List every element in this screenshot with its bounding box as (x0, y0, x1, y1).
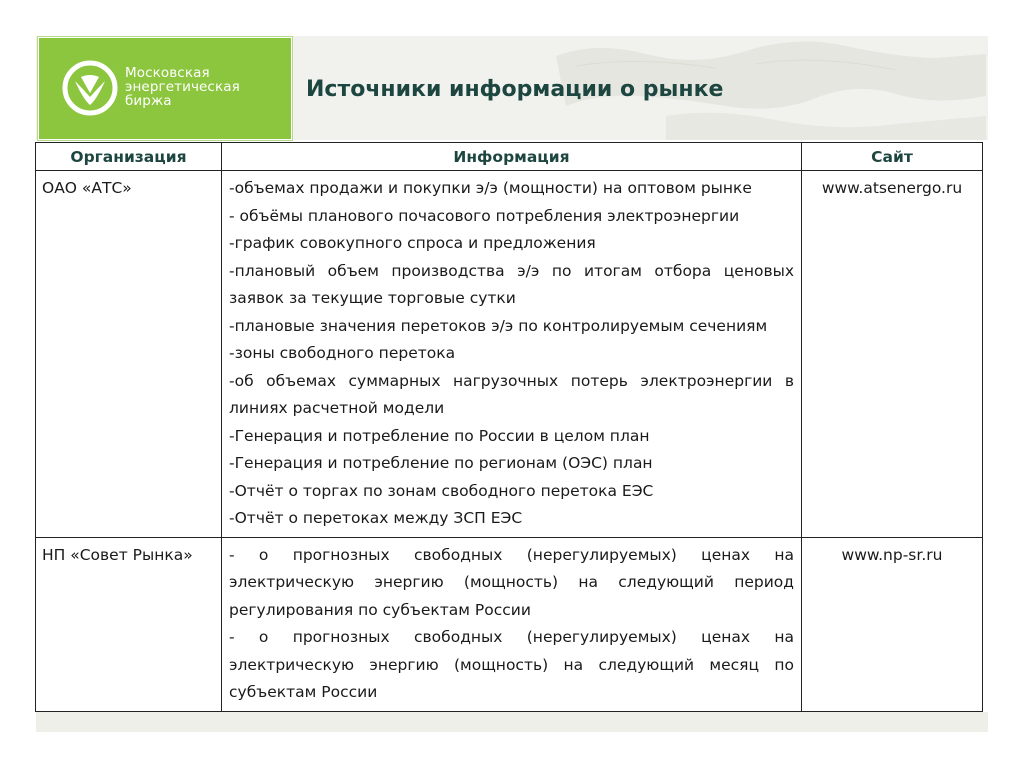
info-item: - о прогнозных свободных (нерегулируемых) ценах на электрическую энергию (мощность) на следующий период регулирования по субъектам России (229, 545, 794, 619)
info-item: -график совокупного спроса и предложения (229, 234, 596, 252)
table-row (36, 171, 983, 538)
logo-line-2: энергетическая (125, 79, 240, 95)
logo-line-3: биржа (125, 93, 172, 109)
info-item: -зоны свободного перетока (229, 344, 456, 362)
info-item: -Генерация и потребление по регионам (ОЭС) план (229, 454, 653, 472)
table-header-row (36, 143, 983, 171)
table-row (36, 537, 983, 711)
site-cell: www.atsenergo.ru (802, 171, 983, 538)
info-item: -Отчёт о торгах по зонам свободного перетока ЕЭС (229, 481, 654, 500)
info-cell (222, 537, 802, 711)
org-cell: НП «Совет Рынка» (36, 537, 222, 711)
info-item: - о прогнозных свободных (нерегулируемых) ценах на электрическую энергию (мощность) на следующий месяц по субъектам России (229, 628, 794, 701)
sources-table (35, 142, 983, 712)
info-item: -Отчёт о перетоках между ЗСП ЕЭС (229, 509, 523, 527)
header-organization: Организация (36, 143, 222, 171)
info-item: -Генерация и потребление по России в целом план (229, 426, 650, 445)
header-site: Сайт (802, 143, 983, 171)
org-cell: ОАО «АТС» (36, 171, 222, 538)
footer-band (36, 712, 988, 732)
info-item: -плановый объем производства э/э по итогам отбора ценовых заявок за текущие торговые сутки (229, 261, 794, 307)
page-title: Источники информации о рынке (306, 77, 724, 102)
info-cell (222, 171, 802, 538)
info-item: -объемах продажи и покупки э/э (мощности) на оптовом рынке (229, 179, 752, 197)
logo-line-1: Московская (125, 65, 210, 81)
header-information: Информация (222, 143, 802, 171)
info-item: -плановые значения перетоков э/э по контролируемым сечениям (229, 316, 768, 335)
leaf-logo-icon (61, 59, 119, 117)
info-item: -об объемах суммарных нагрузочных потерь электроэнергии в линиях расчетной модели (229, 371, 794, 417)
site-cell: www.np-sr.ru (802, 537, 983, 711)
logo (38, 37, 292, 140)
info-item: - объёмы планового почасового потребления электроэнергии (229, 206, 740, 225)
logo-text (125, 66, 240, 108)
